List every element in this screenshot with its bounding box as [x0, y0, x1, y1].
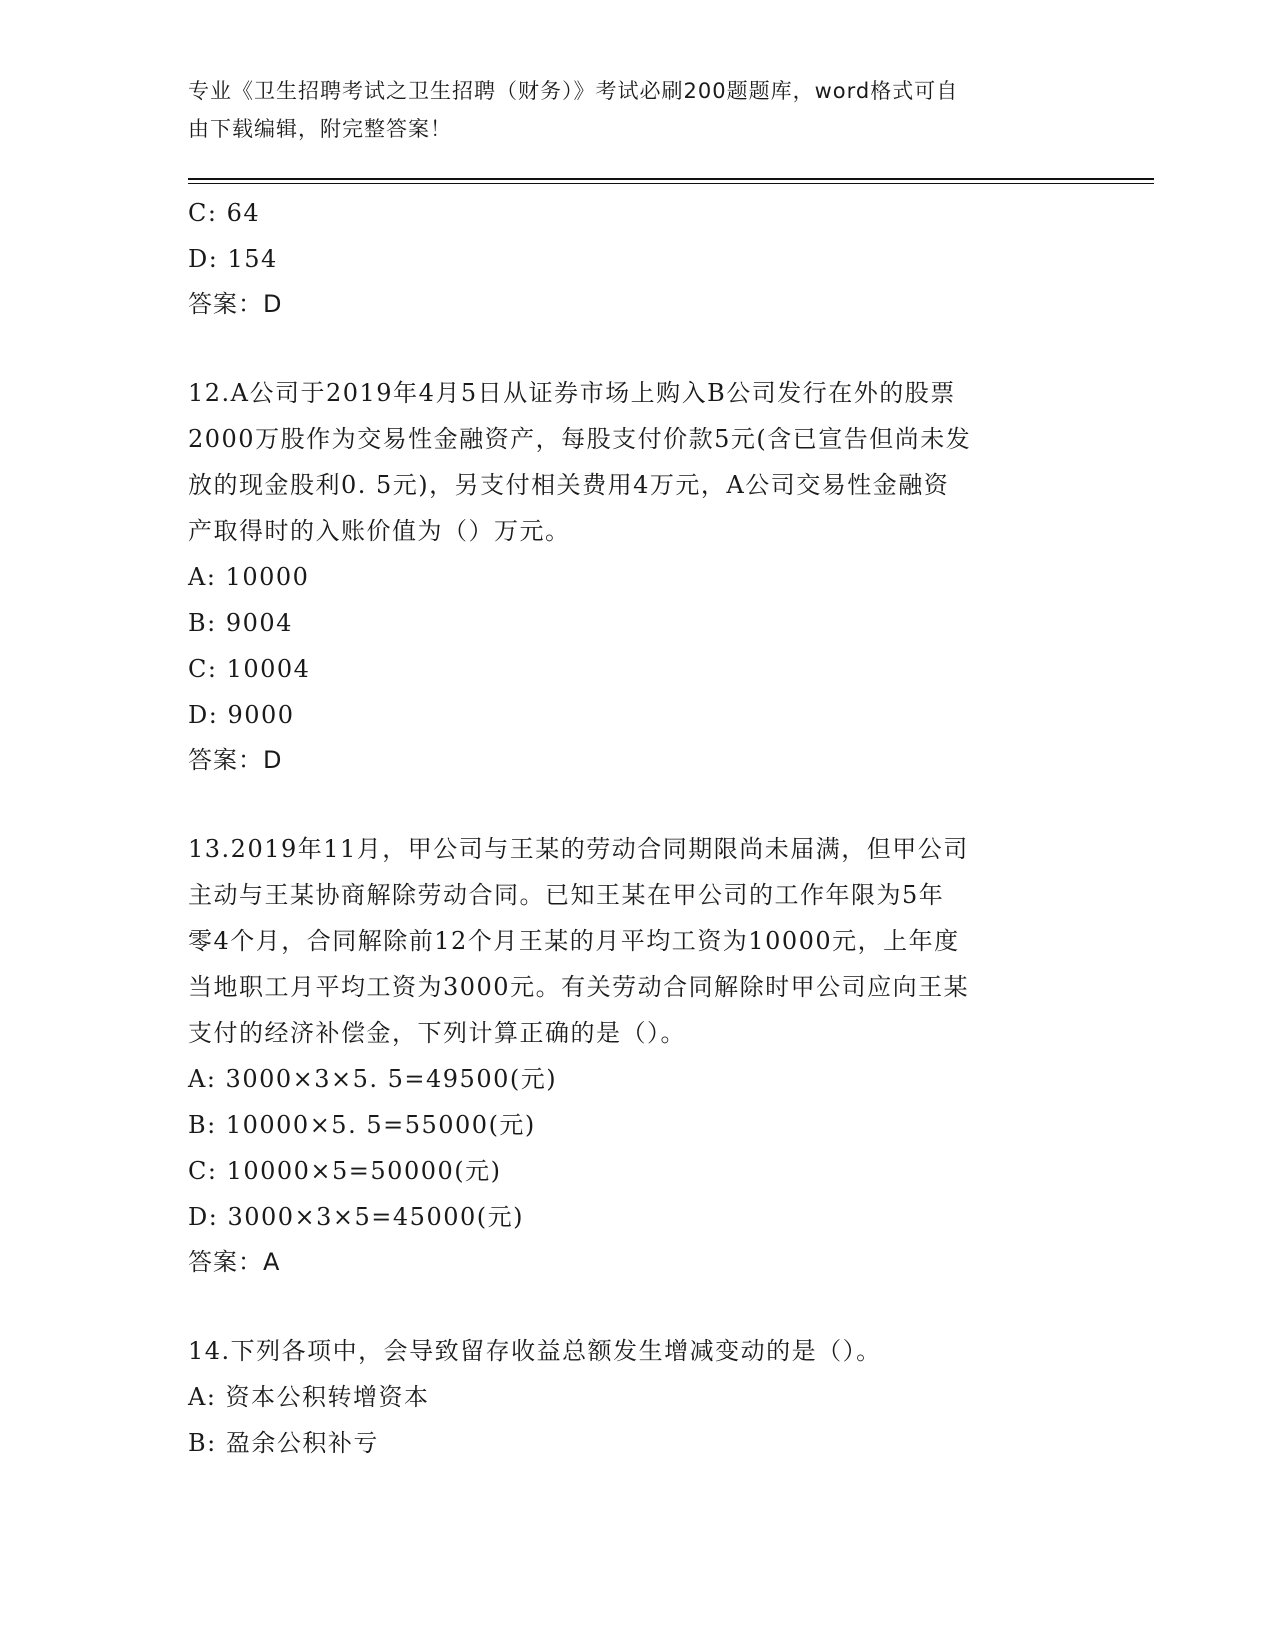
option-a: A: 资本公积转增资本: [188, 1383, 430, 1411]
question-stem-line: 产取得时的入账价值为（）万元。: [188, 517, 571, 545]
option-c: C: 10000×5=50000(元): [188, 1157, 502, 1185]
option-d: D: 154: [188, 245, 278, 273]
spacer: [188, 782, 1088, 826]
option-d: D: 3000×3×5=45000(元): [188, 1203, 524, 1231]
question-12: [188, 370, 1088, 782]
question-stem-line: 2000万股作为交易性金融资产，每股支付价款5元(含已宣告但尚未发: [188, 425, 972, 453]
option-c: C: 10004: [188, 655, 311, 683]
document-header: [188, 72, 1068, 148]
question-stem-line: 14.下列各项中，会导致留存收益总额发生增减变动的是（）。: [188, 1337, 882, 1365]
question-stem-line: 当地职工月平均工资为3000元。有关劳动合同解除时甲公司应向王某: [188, 973, 970, 1001]
document-body: [188, 190, 1088, 1466]
header-title-line-1: 专业《卫生招聘考试之卫生招聘（财务）》考试必刷200题题库，word格式可自: [188, 79, 959, 103]
header-divider-thin: [188, 183, 1154, 184]
question-stem-line: 12.A公司于2019年4月5日从证券市场上购入B公司发行在外的股票: [188, 379, 956, 407]
question-stem-line: 13.2019年11月，甲公司与王某的劳动合同期限尚未届满，但甲公司: [188, 835, 969, 863]
answer-line: 答案：D: [188, 290, 283, 318]
header-divider-thick: [188, 178, 1154, 180]
question-stem-line: 零4个月，合同解除前12个月王某的月平均工资为10000元，上年度: [188, 927, 960, 955]
spacer: [188, 326, 1088, 370]
question-stem-line: 主动与王某协商解除劳动合同。已知王某在甲公司的工作年限为5年: [188, 881, 945, 909]
option-b: B: 盈余公积补亏: [188, 1429, 379, 1457]
question-11-tail: [188, 190, 1088, 326]
spacer: [188, 1284, 1088, 1328]
option-a: A: 10000: [188, 563, 310, 591]
option-b: B: 10000×5. 5=55000(元): [188, 1111, 536, 1139]
answer-line: 答案：A: [188, 1248, 281, 1276]
question-stem-line: 支付的经济补偿金，下列计算正确的是（）。: [188, 1019, 686, 1047]
question-stem-line: 放的现金股利0. 5元)，另支付相关费用4万元，A公司交易性金融资: [188, 471, 950, 499]
option-b: B: 9004: [188, 609, 293, 637]
header-title-line-2: 由下载编辑，附完整答案！: [188, 117, 452, 141]
option-d: D: 9000: [188, 701, 295, 729]
option-c: C: 64: [188, 199, 261, 227]
answer-line: 答案：D: [188, 746, 283, 774]
option-a: A: 3000×3×5. 5=49500(元): [188, 1065, 558, 1093]
question-13: [188, 826, 1088, 1284]
question-14: [188, 1328, 1088, 1466]
